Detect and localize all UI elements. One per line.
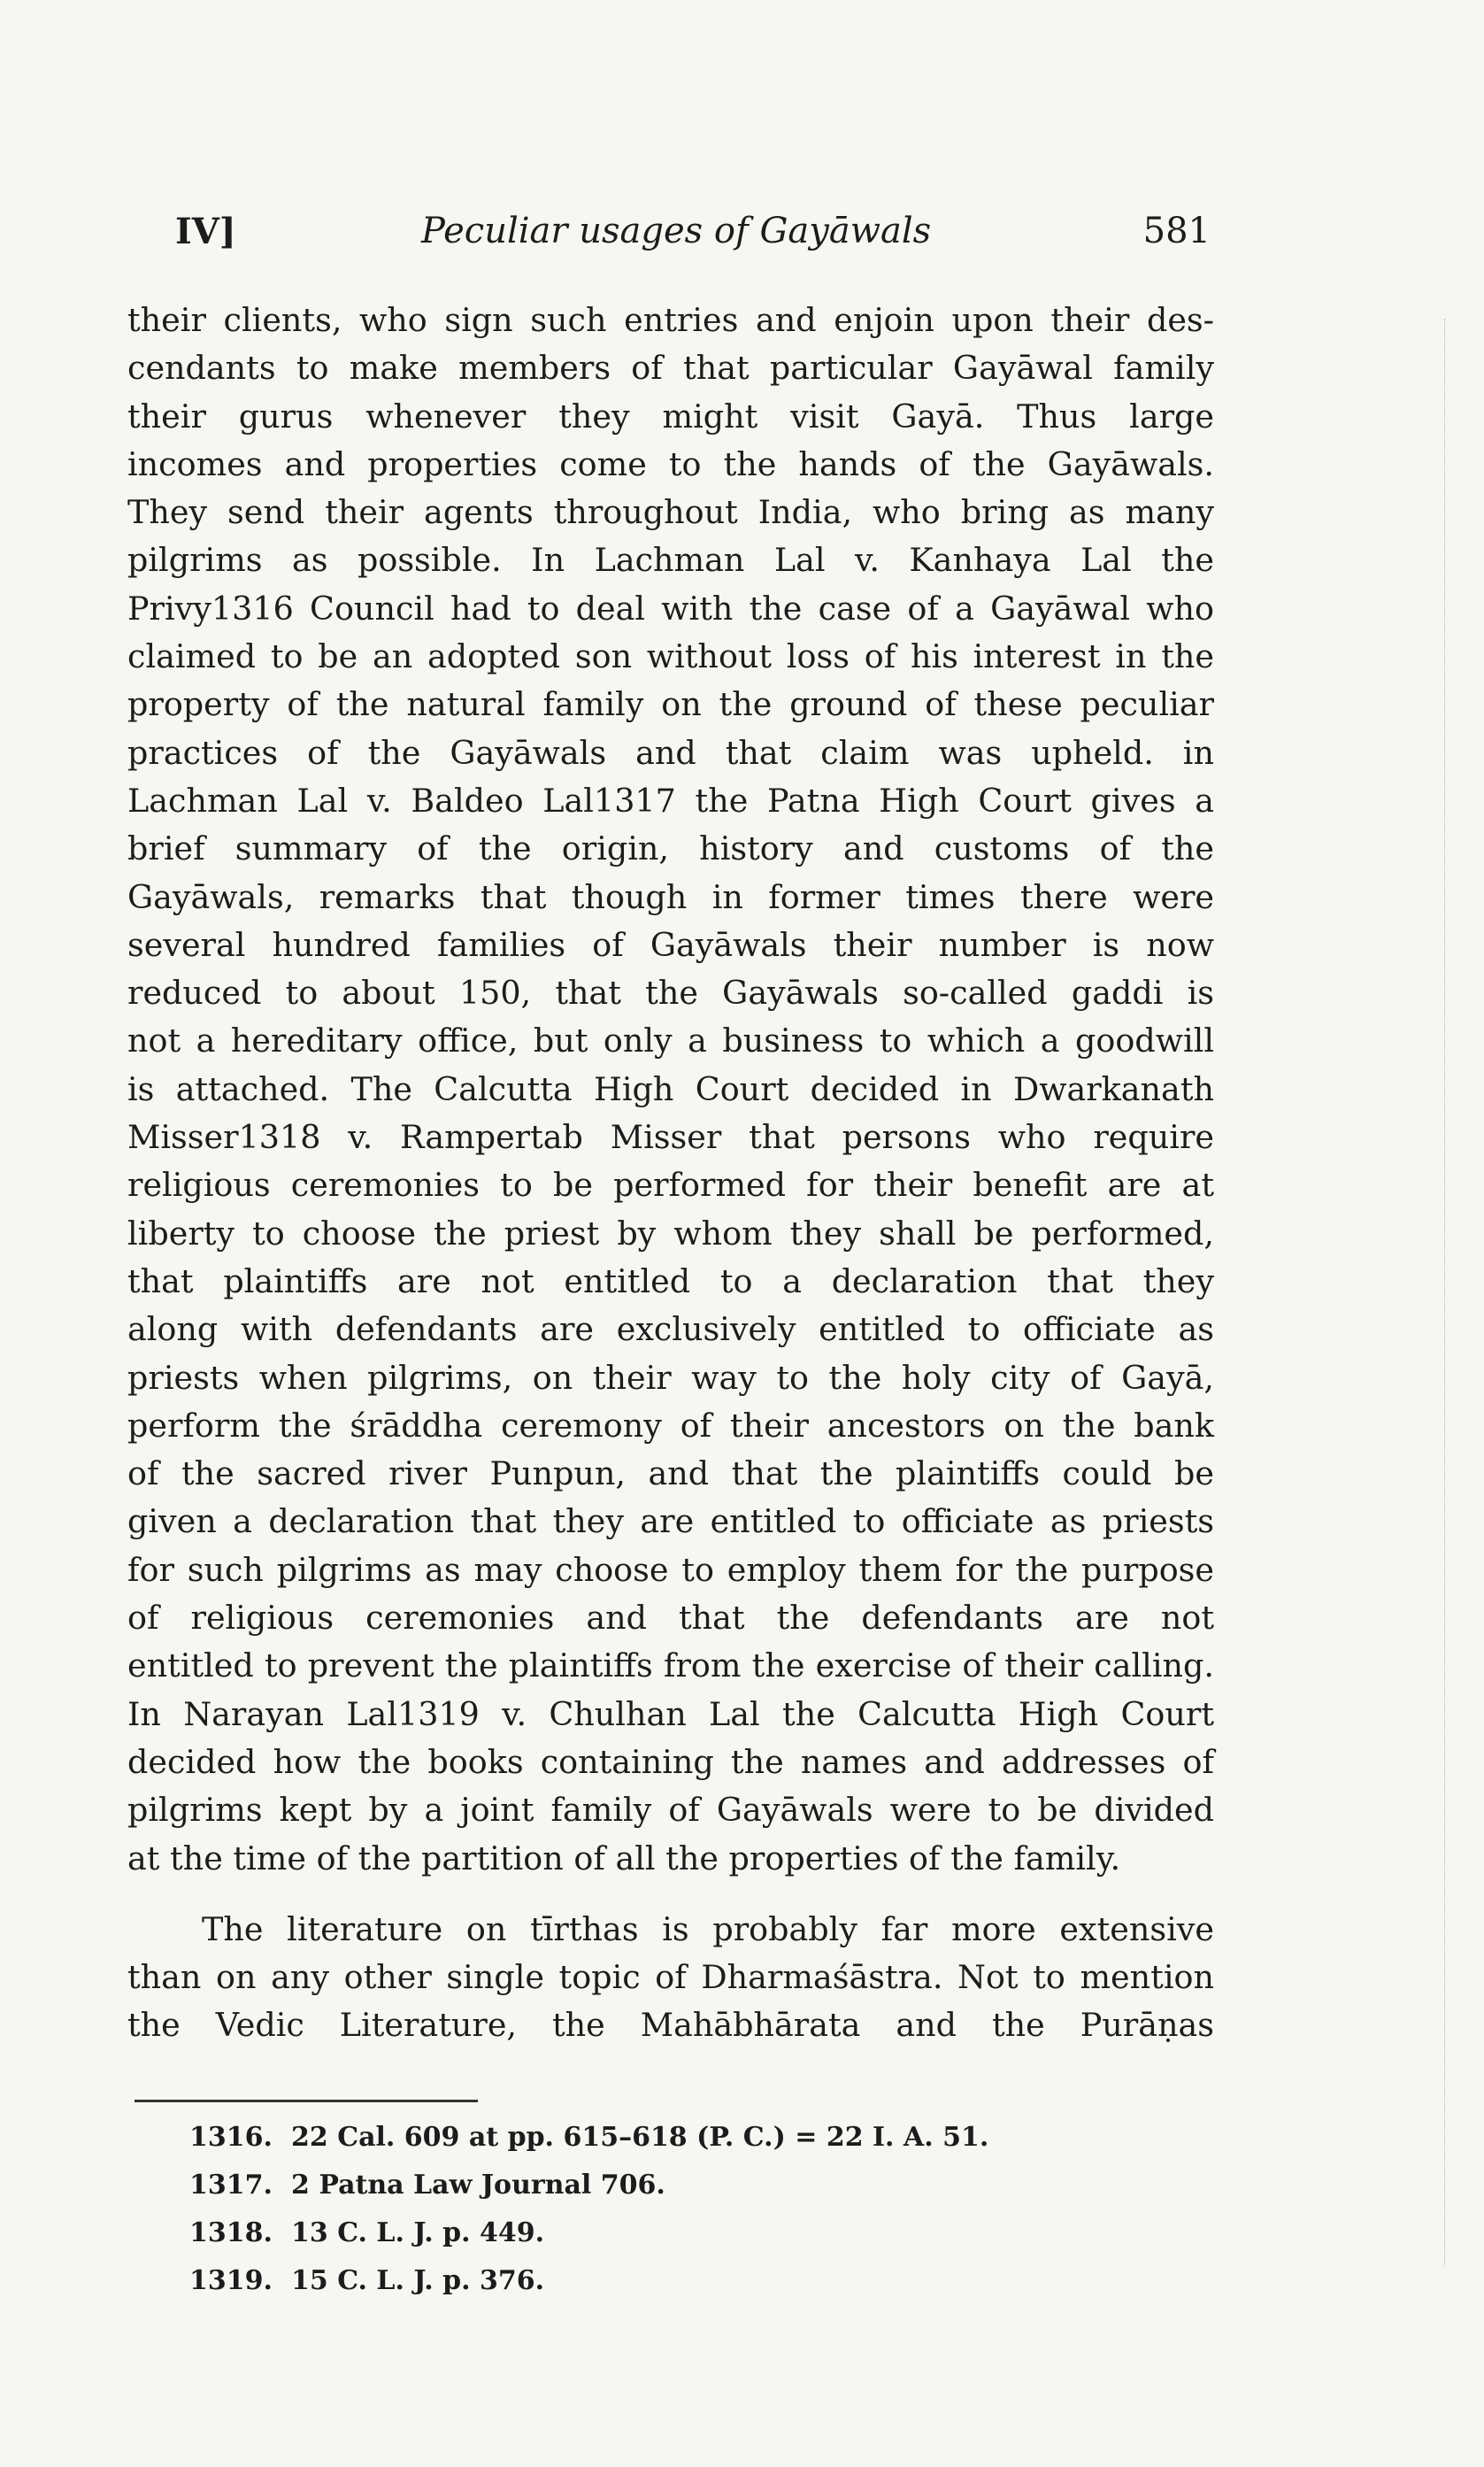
text-line: brief summary of the origin, history and customs of the xyxy=(127,829,1214,868)
text-line: at the time of the partition of all the properties of the family. xyxy=(127,1839,1121,1877)
footnotes xyxy=(189,2114,1163,2305)
scan-margin-line xyxy=(1444,319,1445,2266)
text-line: Gayāwals, remarks that though in former times there were xyxy=(127,877,1214,916)
text-line: claimed to be an adopted son without loss of his interest in the xyxy=(127,637,1214,676)
text-line: their clients, who sign such entries and enjoin upon their des- xyxy=(127,301,1214,339)
text-line: They send their agents throughout India, who bring as many xyxy=(127,493,1214,532)
text-line: along with defendants are exclusively entitled to officiate as xyxy=(127,1310,1214,1349)
text-line: several hundred families of Gayāwals their number is now xyxy=(127,925,1214,964)
text-line: practices of the Gayāwals and that claim was upheld. in xyxy=(127,733,1214,772)
text-line: Privy1316 Council had to deal with the case of a Gayāwal who xyxy=(127,589,1214,628)
text-line: religious ceremonies to be performed for their benefit are at xyxy=(127,1166,1214,1205)
footnote-number: 1318. xyxy=(189,2217,273,2248)
text-line: perform the śrāddha ceremony of their ancestors on the bank xyxy=(127,1406,1214,1445)
footnote-number: 1317. xyxy=(189,2170,273,2201)
text-line: entitled to prevent the plaintiffs from the exercise of their calling. xyxy=(127,1646,1214,1685)
text-line: Lachman Lal v. Baldeo Lal1317 the Patna High Court gives a xyxy=(127,781,1214,820)
text-line: In Narayan Lal1319 v. Chulhan Lal the Calcutta High Court xyxy=(127,1694,1214,1733)
text-line: for such pilgrims as may choose to employ them for the purpose xyxy=(127,1550,1214,1589)
text-line: reduced to about 150, that the Gayāwals so-called gaddi is xyxy=(127,974,1214,1013)
text-line: pilgrims kept by a joint family of Gayāwals were to be divided xyxy=(127,1791,1214,1830)
text-line: is attached. The Calcutta High Court decided in Dwarkanath xyxy=(127,1069,1214,1108)
footnote xyxy=(189,2209,1163,2257)
footnote-text: 15 C. L. J. p. 376. xyxy=(291,2265,545,2296)
text-line: cendants to make members of that particular Gayāwal family xyxy=(127,349,1214,388)
text-line: than on any other single topic of Dharmaśāstra. Not to mention xyxy=(127,1958,1214,1997)
text-line: their gurus whenever they might visit Gayā. Thus large xyxy=(127,397,1214,436)
footnote-number: 1316. xyxy=(189,2122,273,2153)
text-line: incomes and properties come to the hands of the Gayāwals. xyxy=(127,444,1214,483)
text-line: decided how the books containing the names and addresses of xyxy=(127,1742,1214,1781)
text-line: pilgrims as possible. In Lachman Lal v. Kanhaya Lal the xyxy=(127,541,1214,580)
running-title: Peculiar usages of Gayāwals xyxy=(421,211,932,251)
body-text xyxy=(127,297,1214,2050)
page-number: 581 xyxy=(1142,211,1211,251)
footnote-rule xyxy=(135,2100,478,2102)
footnote-number: 1319. xyxy=(189,2265,273,2296)
text-line: priests when pilgrims, on their way to the holy city of Gayā, xyxy=(127,1358,1214,1397)
text-line: not a hereditary office, but only a business to which a goodwill xyxy=(127,1021,1214,1060)
footnote-text: 2 Patna Law Journal 706. xyxy=(291,2170,665,2201)
text-line: the Vedic Literature, the Mahābhārata and the Purāṇas xyxy=(127,2006,1214,2045)
chapter-marker: IV] xyxy=(175,211,236,252)
footnote xyxy=(189,2114,1163,2162)
running-head xyxy=(175,211,1211,264)
text-line: that plaintiffs are not entitled to a declaration that they xyxy=(127,1261,1214,1300)
footnote-text: 22 Cal. 609 at pp. 615–618 (P. C.) = 22 I. A. 51. xyxy=(291,2122,989,2153)
text-line: given a declaration that they are entitled to officiate as priests xyxy=(127,1502,1214,1541)
text-line: Misser1318 v. Rampertab Misser that persons who require xyxy=(127,1118,1214,1157)
text-line: property of the natural family on the ground of these peculiar xyxy=(127,685,1214,724)
footnote xyxy=(189,2162,1163,2209)
text-line: of the sacred river Punpun, and that the plaintiffs could be xyxy=(127,1454,1214,1493)
text-line: The literature on tīrthas is probably far more extensive xyxy=(202,1909,1214,1948)
text-line: liberty to choose the priest by whom they shall be performed, xyxy=(127,1214,1214,1253)
footnote-text: 13 C. L. J. p. 449. xyxy=(291,2217,545,2248)
text-line: of religious ceremonies and that the defendants are not xyxy=(127,1599,1214,1638)
paragraph-gap xyxy=(127,1883,1214,1906)
footnote xyxy=(189,2257,1163,2305)
